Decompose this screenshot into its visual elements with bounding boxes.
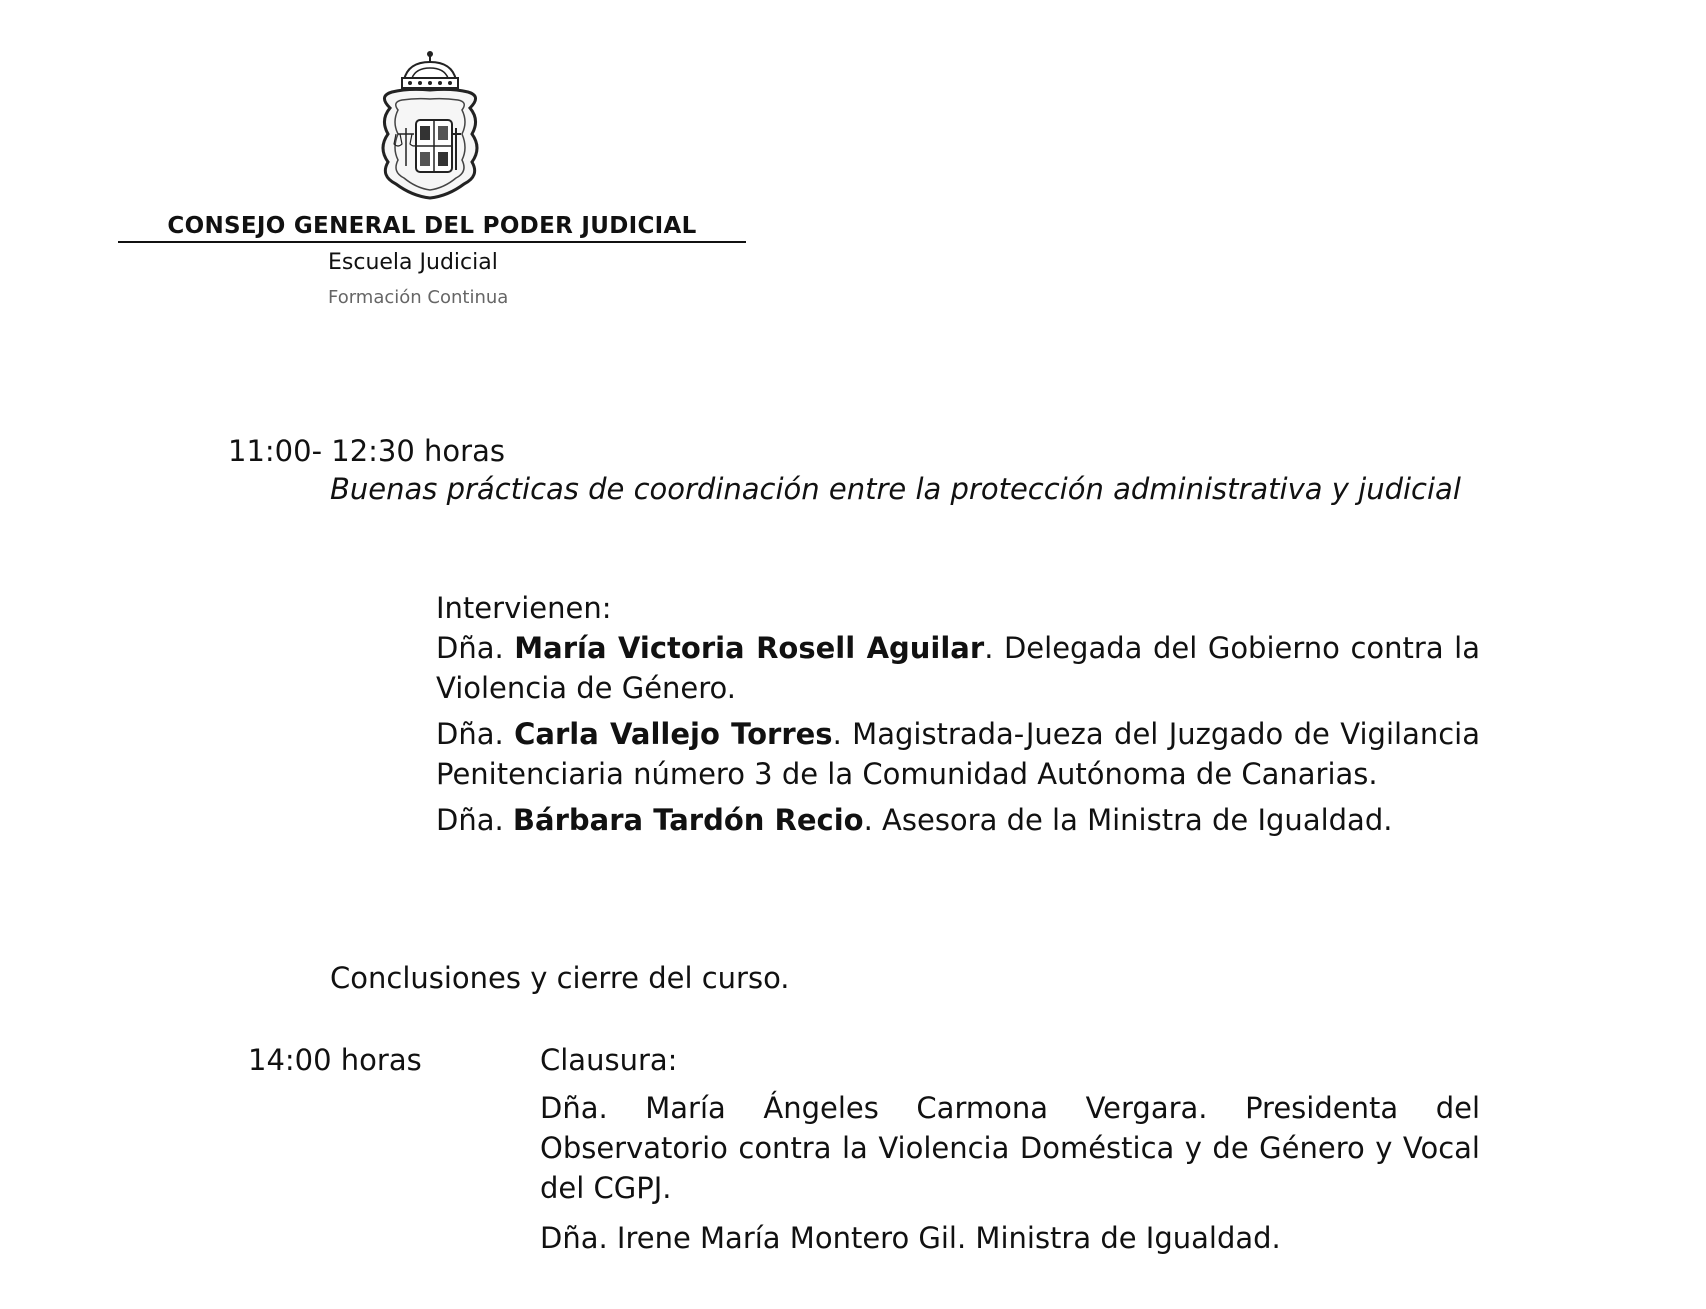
speaker-entry (436, 714, 1480, 794)
speaker-entry (436, 800, 1480, 840)
speaker-role: . Delegada del Gobierno contra la Violencia de Género. (436, 631, 1480, 705)
school-name: Escuela Judicial (328, 250, 498, 275)
closing-section (540, 1040, 1480, 1268)
speaker-role: . Magistrada-Jueza del Juzgado de Vigilancia Penitenciaria número 3 de la Comunidad Autónoma de Canarias. (436, 717, 1480, 791)
speaker-entry (436, 628, 1480, 708)
speaker-name: María Victoria Rosell Aguilar (514, 631, 985, 665)
session-time: 11:00- 12:30 horas (228, 434, 505, 468)
session-title: Buenas prácticas de coordinación entre la protección administrativa y judicial (330, 472, 1461, 506)
speaker-role: . Asesora de la Ministra de Igualdad. (863, 803, 1393, 837)
speaker-honorific: Dña. (436, 803, 504, 837)
speakers-list (436, 588, 1480, 846)
department-subtitle: Formación Continua (328, 287, 509, 308)
speaker-name: Carla Vallejo Torres (514, 717, 833, 751)
speaker-honorific: Dña. (436, 717, 504, 751)
closing-speaker: Dña. María Ángeles Carmona Vergara. Presidenta del Observatorio contra la Violencia Doméstica y de Género y Vocal del CGPJ. (540, 1091, 1480, 1205)
speaker-honorific: Dña. (436, 631, 504, 665)
speaker-name: Bárbara Tardón Recio (512, 803, 864, 837)
closing-label: Clausura: (540, 1043, 678, 1077)
closing-speaker: Dña. Irene María Montero Gil. Ministra de Igualdad. (540, 1221, 1281, 1255)
speakers-label: Intervienen: (436, 591, 612, 625)
closing-time: 14:00 horas (248, 1043, 422, 1077)
coat-of-arms-icon (368, 48, 492, 200)
conclusions-text: Conclusiones y cierre del curso. (330, 961, 790, 995)
organization-name: CONSEJO GENERAL DEL PODER JUDICIAL (118, 213, 746, 243)
